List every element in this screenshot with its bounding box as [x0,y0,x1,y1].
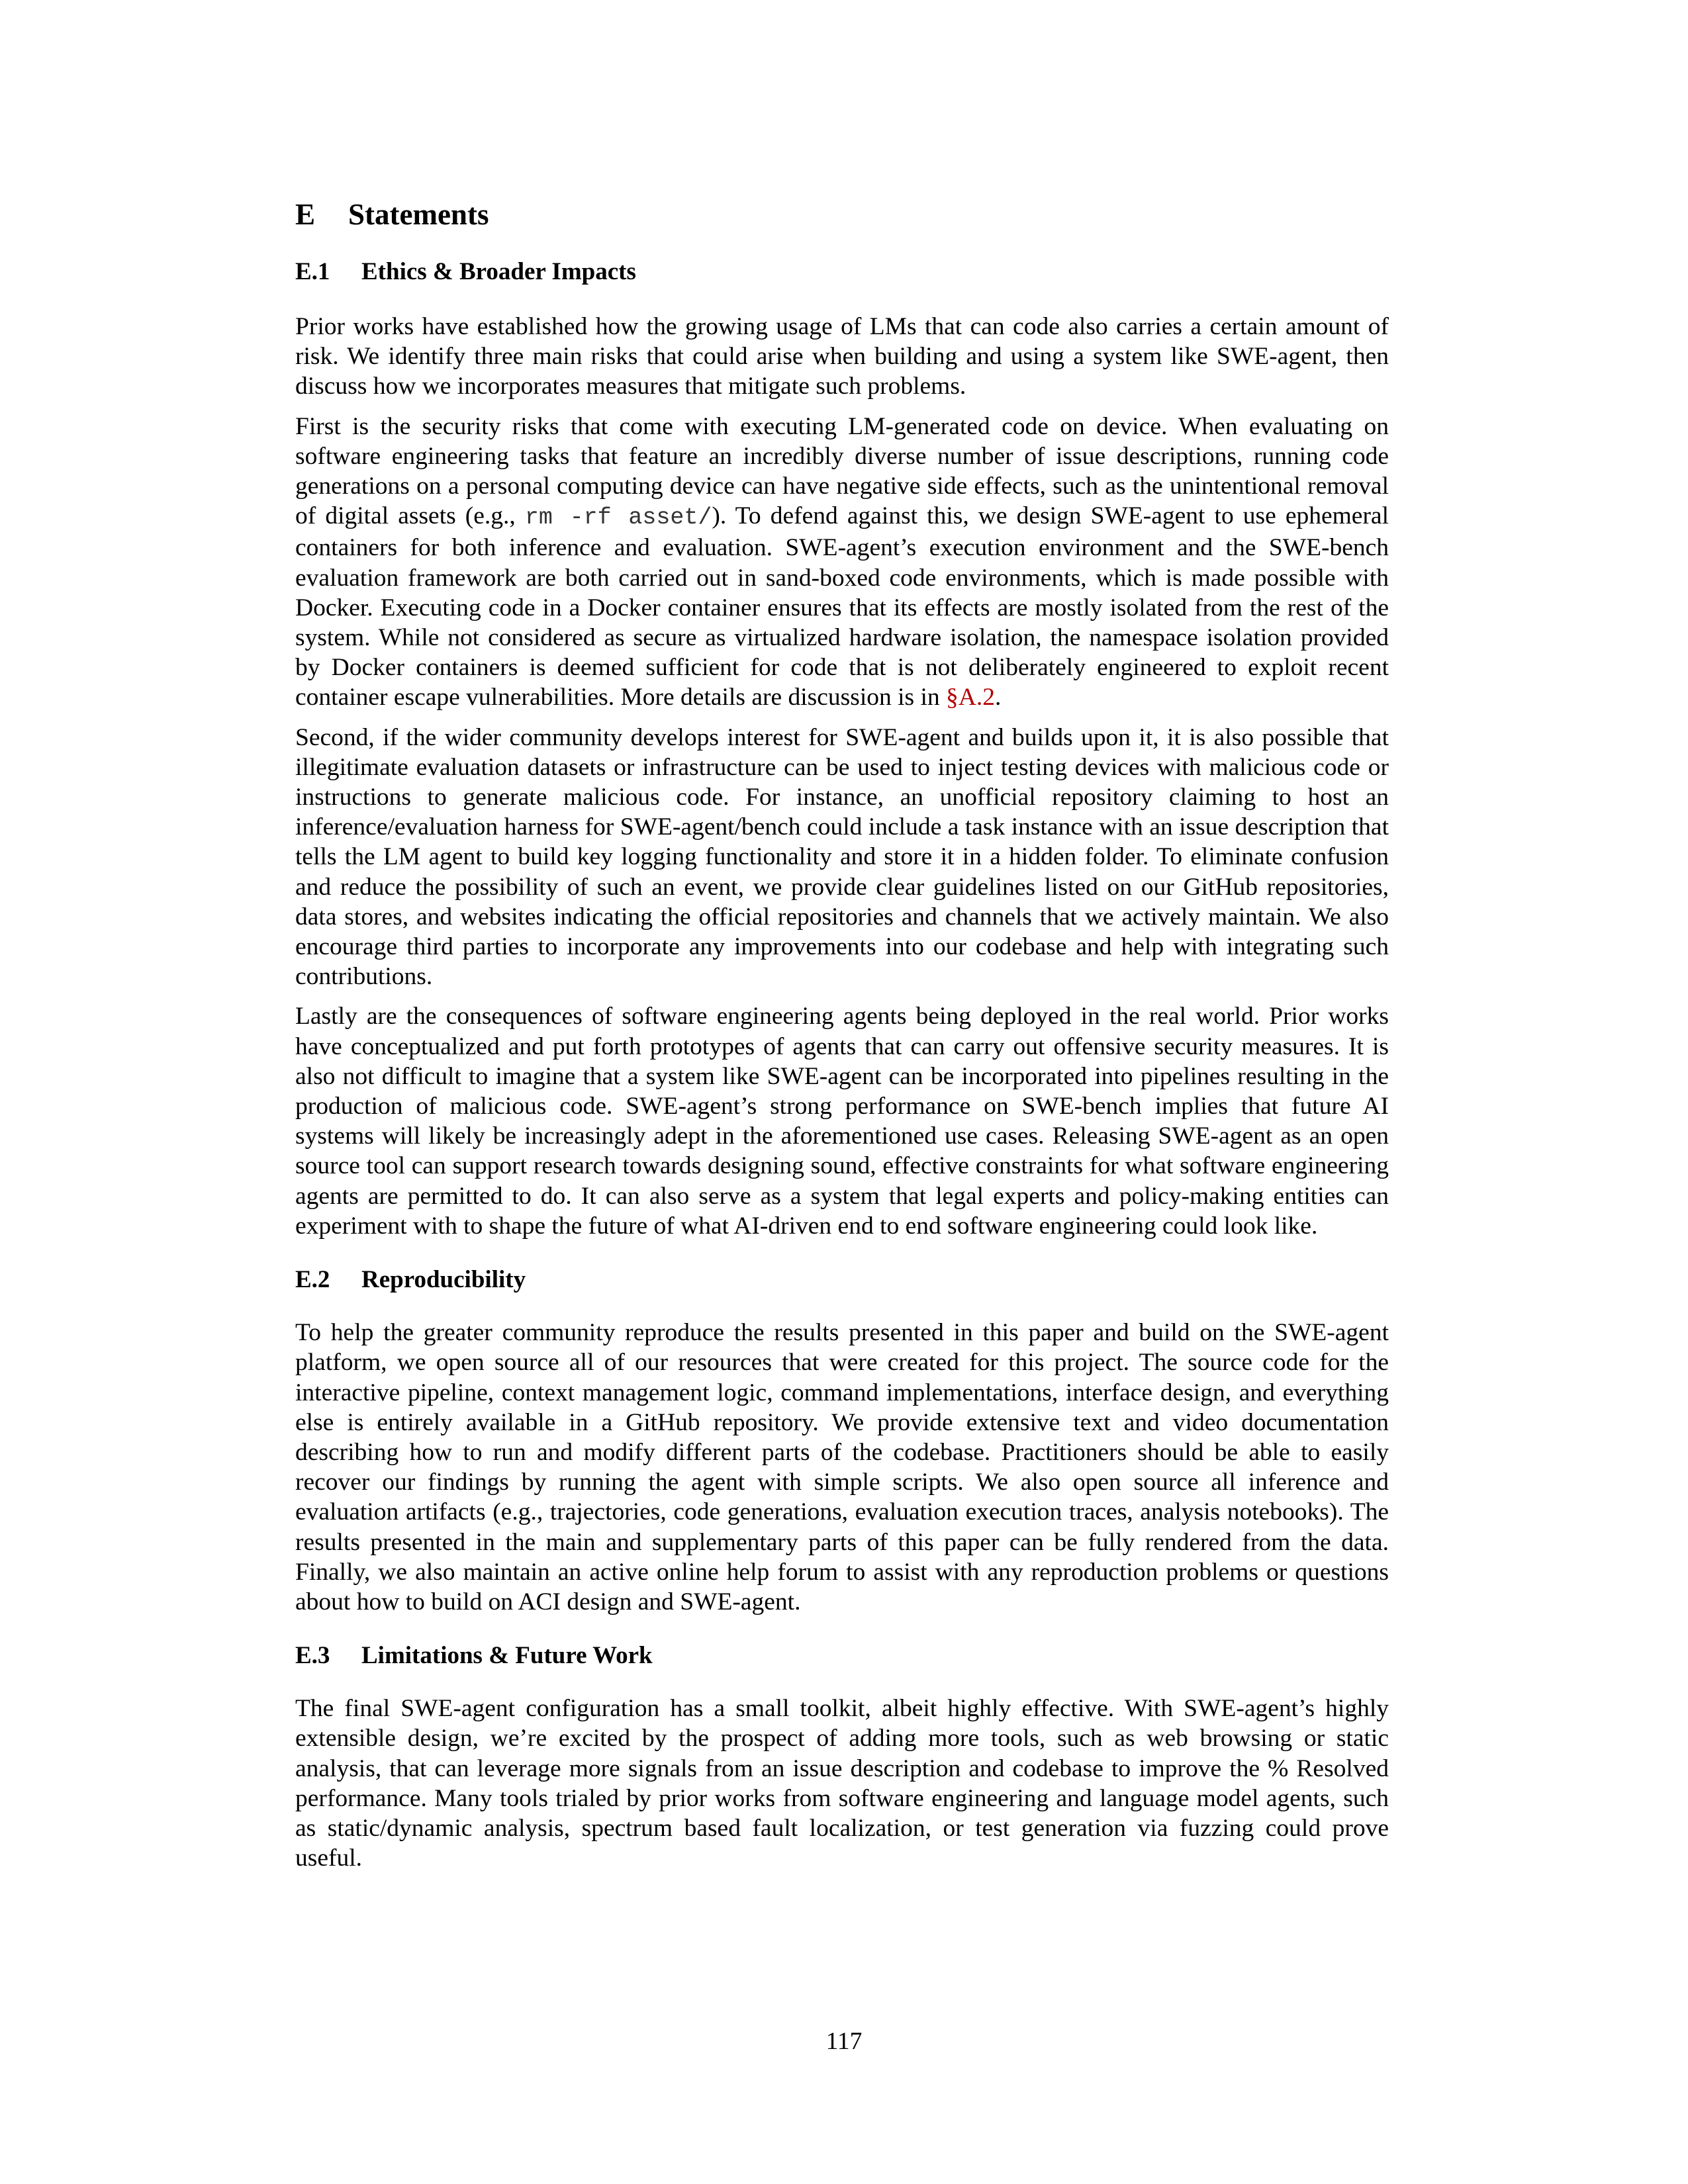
subsection-title: Ethics & Broader Impacts [361,258,636,285]
cross-reference-link[interactable]: §A.2 [946,684,996,711]
section-title: Statements [348,198,489,231]
paragraph-text: . [995,684,1002,711]
paragraph: The final SWE-agent configuration has a small toolkit, albeit highly effective. With SWE-agent’s highly extensible design, we’re excited by the prospect of adding more tools, such as web browsing or static analysis, that can leverage more signals from an issue description and codebase to improve the % Resolved performance. Many tools trialed by prior works from software engineering and language model agents, such as static/dynamic analysis, spectrum based fault localization, or test generation via fuzzing could prove useful. [295,1695,1389,1872]
subsection-heading-reproducibility [295,1265,1389,1295]
section-heading [295,196,1389,233]
subsection-number: E.1 [295,258,330,285]
subsection-title: Reproducibility [361,1266,526,1294]
subsection-heading-ethics [295,257,1389,287]
subsection-title: Limitations & Future Work [361,1642,653,1670]
page-number: 117 [825,2028,863,2055]
subsection-heading-limitations [295,1641,1389,1671]
section-number: E [295,198,316,231]
paragraph-text: ). To defend against this, we design SWE-agent to use ephemeral containers for both inference and evaluation. SWE-agent’s execution environment and the SWE-bench evaluation framework are both carried out in sand-boxed code environments, which is made possible with Docker. Executing code in a Docker container ensures that its effects are mostly isolated from the rest of the system. While not considered as secure as virtualized hardware isolation, the namespace isolation provided by Docker containers is deemed sufficient for code that is not deliberately engineered to exploit recent container escape vulnerabilities. More details are discussion is in [295,502,1389,711]
subsection-number: E.3 [295,1642,330,1670]
paragraph: Prior works have established how the growing usage of LMs that can code also carries a certain amount of risk. We identify three main risks that could arise when building and using a system like SWE-agent, then discuss how we incorporates measures that mitigate such problems. [295,313,1389,400]
paragraph: To help the greater community reproduce the results presented in this paper and build on the SWE-agent platform, we open source all of our resources that were created for this project. The source code for the interactive pipeline, context management logic, command implementations, interface design, and everything else is entirely available in a GitHub repository. We provide extensive text and video documentation describing how to run and modify different parts of the codebase. Practitioners should be able to easily recover our findings by running the agent with simple scripts. We also open source all inference and evaluation artifacts (e.g., trajectories, code generations, evaluation execution traces, analysis notebooks). The results presented in the main and supplementary parts of this paper can be fully rendered from the data. Finally, we also maintain an active online help forum to assist with any reproduction problems or questions about how to build on ACI design and SWE-agent. [295,1319,1389,1615]
paragraph: Lastly are the consequences of software engineering agents being deployed in the real world. Prior works have conceptualized and put forth prototypes of agents that can carry out offensive security measures. It is also not difficult to imagine that a system like SWE-agent can be incorporated into pipelines resulting in the production of malicious code. SWE-agent’s strong performance on SWE-bench implies that future AI systems will likely be increasingly adept in the aforementioned use cases. Releasing SWE-agent as an open source tool can support research towards designing sound, effective constraints for what software engineering agents are permitted to do. It can also serve as a system that legal experts and policy-making entities can experiment with to shape the future of what AI-driven end to end software engineering could look like. [295,1003,1389,1240]
paragraph-text: First is the security risks that come with executing LM-generated code on device. When evaluating on software engineering tasks that feature an incredibly diverse number of issue descriptions, running code generations on a personal computing device can have negative side effects, such as the unintentional removal of digital assets (e.g., [295,412,1389,530]
paragraph: Second, if the wider community develops interest for SWE-agent and builds upon it, it is also possible that illegitimate evaluation datasets or infrastructure can be used to inject testing devices with malicious code or instructions to generate malicious code. For instance, an unofficial repository claiming to host an inference/evaluation harness for SWE-agent/bench could include a task instance with an issue description that tells the LM agent to build key logging functionality and store it in a hidden folder. To eliminate confusion and reduce the possibility of such an event, we provide clear guidelines listed on our GitHub repositories, data stores, and websites indicating the official repositories and channels that we actively maintain. We also encourage third parties to incorporate any improvements into our codebase and help with integrating such contributions. [295,723,1389,991]
inline-code: rm -rf asset/ [524,504,712,531]
subsection-number: E.2 [295,1266,330,1294]
paragraph [295,412,1389,713]
page-content [295,192,1389,1873]
